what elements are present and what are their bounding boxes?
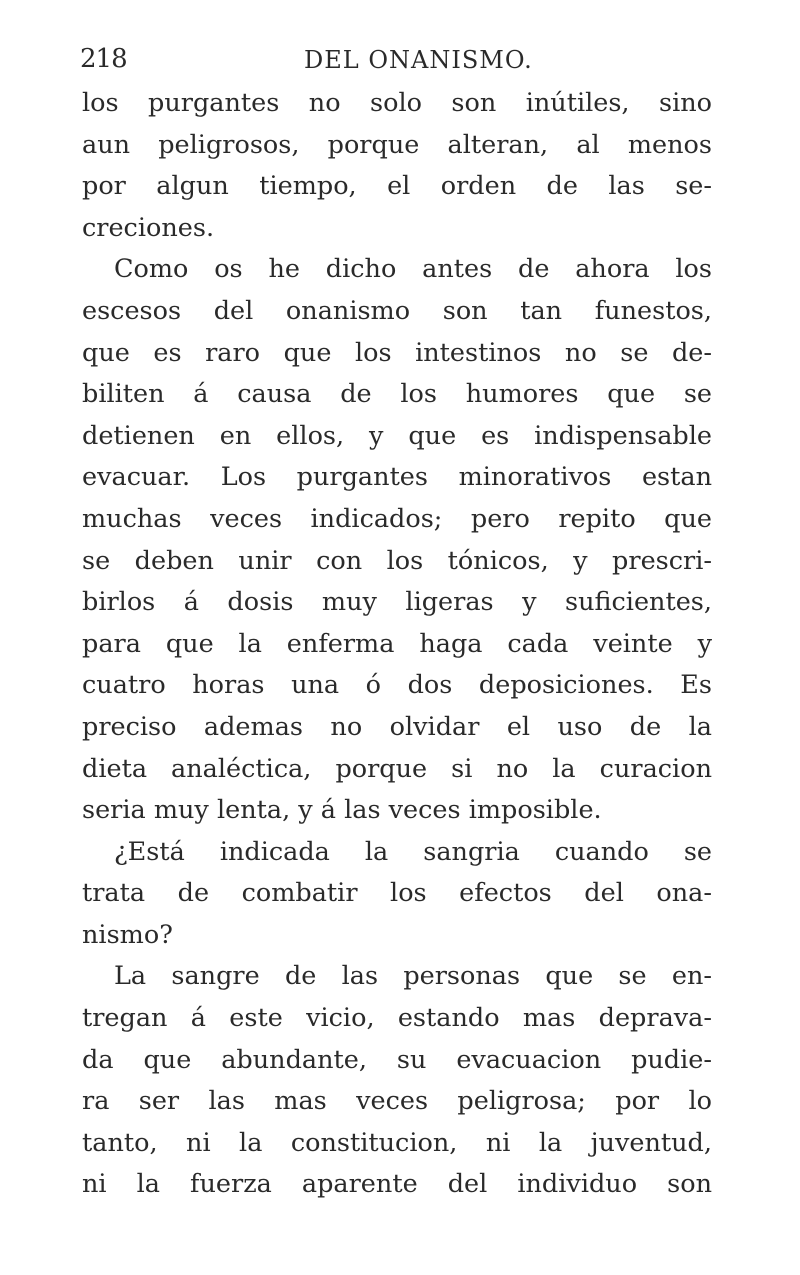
body-text bbox=[82, 83, 712, 1206]
text-line: cuatro horas una ó dos deposiciones. Es bbox=[82, 670, 712, 701]
text-line: muchas veces indicados; pero repito que bbox=[82, 503, 712, 534]
text-line: ra ser las mas veces peligrosa; por lo bbox=[82, 1086, 712, 1117]
text-line: evacuar. Los purgantes minorativos estan bbox=[82, 462, 712, 493]
text-line: para que la enferma haga cada veinte y bbox=[82, 628, 712, 659]
text-line: da que abundante, su evacuacion pudie- bbox=[82, 1044, 712, 1075]
text-line: birlos á dosis muy ligeras y suficientes, bbox=[82, 587, 712, 618]
text-line: tregan á este vicio, estando mas deprava- bbox=[82, 1003, 712, 1034]
text-line: que es raro que los intestinos no se de- bbox=[82, 337, 712, 368]
text-line: aun peligrosos, porque alteran, al menos bbox=[82, 129, 712, 160]
text-line: detienen en ellos, y que es indispensable bbox=[82, 420, 712, 451]
text-line: creciones. bbox=[82, 212, 215, 243]
text-line: dieta analéctica, porque si no la curacion bbox=[82, 753, 712, 784]
text-line: ni la fuerza aparente del individuo son bbox=[82, 1169, 712, 1200]
text-line: preciso ademas no olvidar el uso de la bbox=[82, 711, 712, 742]
text-line: se deben unir con los tónicos, y prescri- bbox=[82, 545, 712, 576]
text-line: tanto, ni la constitucion, ni la juventud, bbox=[82, 1127, 712, 1158]
text-line: por algun tiempo, el orden de las se- bbox=[82, 171, 712, 202]
running-head bbox=[80, 44, 720, 84]
text-line: ¿Está indicada la sangria cuando se bbox=[114, 836, 712, 867]
text-line: La sangre de las personas que se en- bbox=[114, 961, 712, 992]
text-line: seria muy lenta, y á las veces imposible. bbox=[82, 795, 602, 826]
text-line: nismo? bbox=[82, 919, 173, 950]
text-line: trata de combatir los efectos del ona- bbox=[82, 878, 712, 909]
text-line: Como os he dicho antes de ahora los bbox=[114, 254, 712, 285]
text-line: los purgantes no solo son inútiles, sino bbox=[82, 88, 712, 118]
text-line: biliten á causa de los humores que se bbox=[82, 379, 712, 410]
text-line: escesos del onanismo son tan funestos, bbox=[82, 295, 712, 326]
page-number: 218 bbox=[80, 44, 127, 74]
running-title: DEL ONANISMO. bbox=[304, 46, 533, 74]
